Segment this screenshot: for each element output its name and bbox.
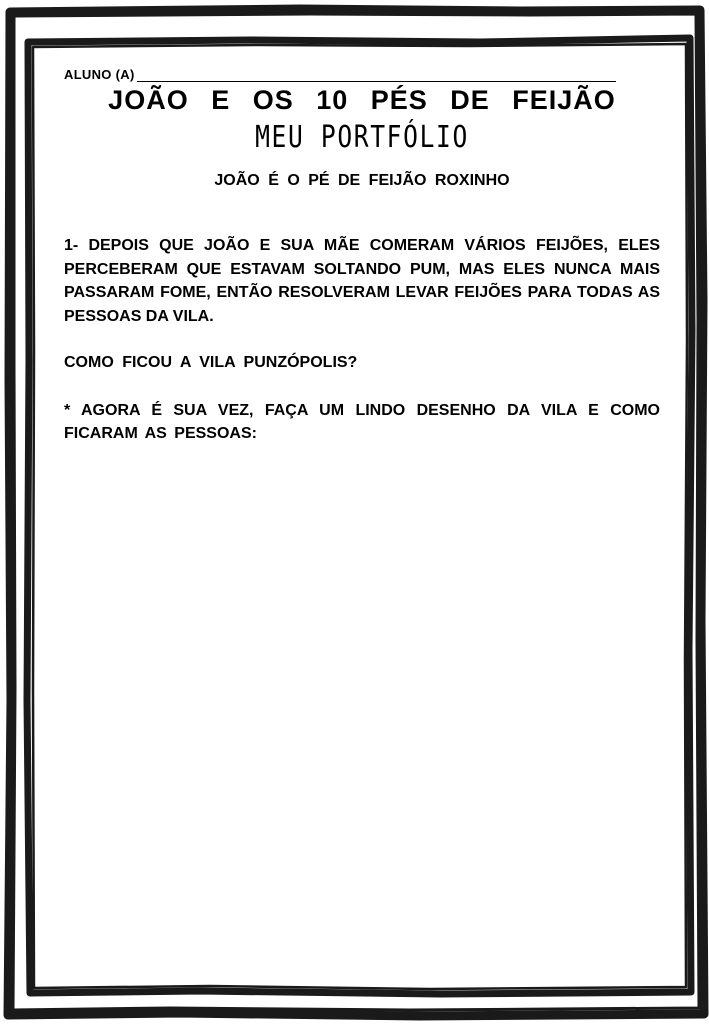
question-1-text: 1- DEPOIS QUE JOÃO E SUA MÃE COMERAM VÁRIOS FEIJÕES, ELES PERCEBERAM QUE ESTAVAM SOLTANDO PUM, MAS ELES NUNCA MAIS PASSARAM FOME, ENTÃO RESOLVERAM LEVAR FEIJÕES PARA TODAS AS PESSOAS DA VILA. — [64, 237, 660, 325]
student-name-line[interactable] — [137, 67, 616, 82]
section-title: JOÃO É O PÉ DE FEIJÃO ROXINHO — [214, 172, 510, 189]
portfolio-subtitle: MEU PORTFÓLIO — [255, 120, 469, 155]
student-name-row — [64, 60, 660, 82]
question-2-text: COMO FICOU A VILA PUNZÓPOLIS? — [64, 354, 358, 371]
student-name-label: ALUNO (A) — [64, 67, 135, 82]
worksheet-content — [64, 60, 660, 446]
main-title: JOÃO E OS 10 PÉS DE FEIJÃO — [108, 85, 616, 115]
question-3-text: * AGORA É SUA VEZ, FAÇA UM LINDO DESENHO DA VILA E COMO FICARAM AS PESSOAS: — [64, 401, 660, 442]
